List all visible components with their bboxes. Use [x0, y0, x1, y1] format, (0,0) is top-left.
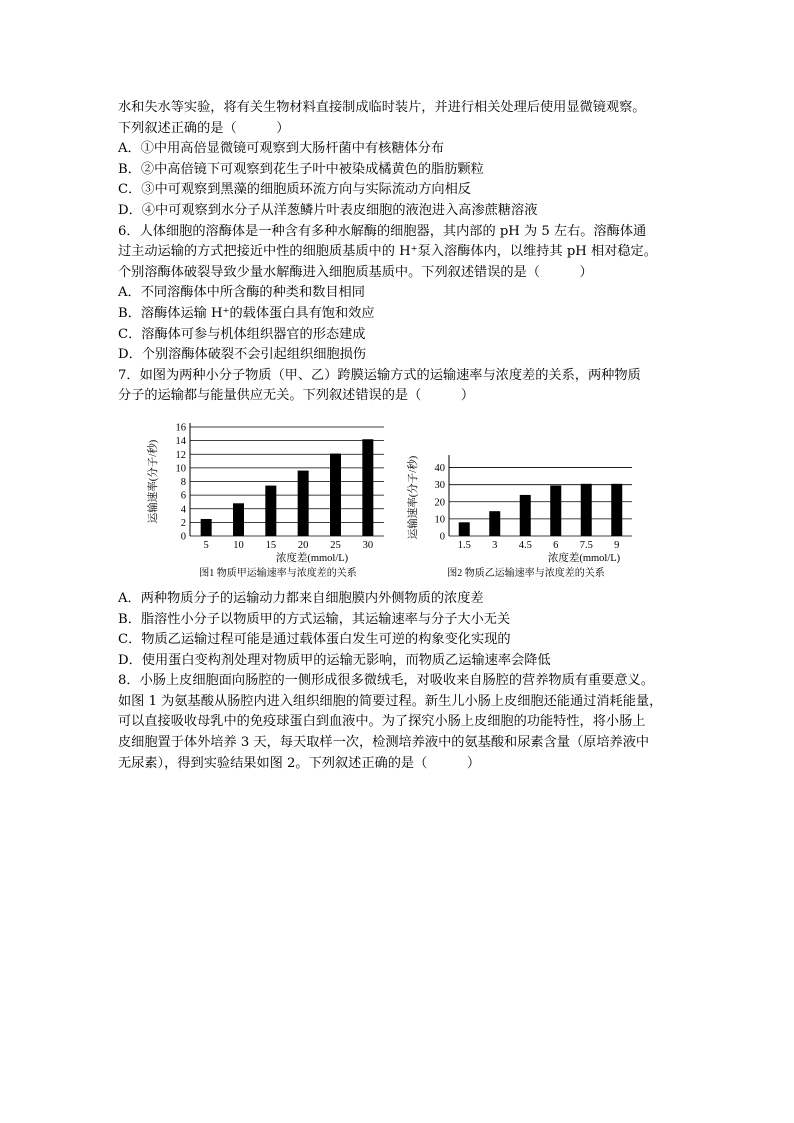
question-7: [118, 366, 683, 672]
bar: [233, 503, 244, 536]
y-tick-label: 10: [434, 514, 445, 526]
option-c[interactable]: C．③中可观察到黑藻的细胞质环流方向与实际流动方向相反: [118, 182, 471, 198]
y-tick-label: 14: [175, 436, 186, 448]
question-5-continued: [118, 98, 683, 222]
y-tick-label: 0: [439, 531, 445, 543]
figure-2-bar-chart: [406, 409, 656, 587]
question-text: 无尿素），得到实验结果如图 2。下列叙述正确的是（ ）: [118, 755, 481, 771]
question-page: [118, 98, 683, 774]
question-text: 皮细胞置于体外培养 3 天，每天取样一次，检测培养液中的氨基酸和尿素含量（原培养液中: [118, 735, 650, 751]
x-tick-label: 30: [362, 539, 374, 551]
bar: [550, 485, 561, 535]
bar: [459, 522, 470, 536]
option-b[interactable]: B．溶酶体运输 H⁺的载体蛋白具有饱和效应: [118, 305, 375, 321]
question-6: [118, 222, 683, 366]
option-a[interactable]: A．不同溶酶体中所含酶的种类和数目相同: [118, 285, 365, 301]
bar: [362, 439, 373, 536]
x-tick-label: 1.5: [457, 539, 471, 551]
figure-caption: 图2 物质乙运输速率与浓度差的关系: [447, 567, 605, 579]
bar: [298, 471, 309, 536]
option-d[interactable]: D．个别溶酶体破裂不会引起组织细胞损伤: [118, 347, 366, 363]
question-text: 7．如图为两种小分子物质（甲、乙）跨膜运输方式的运输速率与浓度差的关系，两种物质: [118, 367, 641, 383]
y-tick-label: 8: [180, 476, 186, 488]
y-tick-label: 10: [175, 463, 186, 475]
question-text: 分子的运输都与能量供应无关。下列叙述错误的是（ ）: [118, 388, 475, 404]
x-tick-label: 9: [614, 539, 620, 551]
figure-1-bar-chart: [118, 409, 408, 587]
y-tick-label: 30: [434, 480, 445, 492]
option-c[interactable]: C．溶酶体可参与机体组织器官的形态建成: [118, 326, 366, 342]
x-tick-label: 6: [553, 539, 559, 551]
question-text: 8．小肠上皮细胞面向肠腔的一侧形成很多微绒毛，对吸收来自肠腔的营养物质有重要意义。: [118, 673, 654, 689]
question-8: [118, 671, 683, 774]
y-tick-label: 16: [175, 422, 186, 434]
x-tick-label: 7.5: [579, 539, 593, 551]
bar: [265, 485, 276, 535]
option-d[interactable]: D．使用蛋白变构剂处理对物质甲的运输无影响，而物质乙运输速率会降低: [118, 652, 551, 668]
y-tick-label: 12: [175, 449, 186, 461]
bar: [489, 511, 500, 536]
figure-caption: 图1 物质甲运输速率与浓度差的关系: [199, 567, 357, 579]
x-tick-label: 15: [265, 539, 277, 551]
x-tick-label: 20: [297, 539, 309, 551]
question-text: 6．人体细胞的溶酶体是一种含有多种水解酶的细胞器，其内部的 pH 为 5 左右。溶酶体通: [118, 223, 647, 239]
bar: [330, 453, 341, 535]
x-axis-label: 浓度差(mmol/L): [547, 552, 621, 564]
option-b[interactable]: B．脂溶性小分子以物质甲的方式运输，其运输速率与分子大小无关: [118, 611, 511, 627]
y-tick-label: 20: [434, 497, 445, 509]
option-b[interactable]: B．②中高倍镜下可观察到花生子叶中被染成橘黄色的脂肪颗粒: [118, 161, 484, 177]
option-a[interactable]: A．两种物质分子的运输动力都来自细胞膜内外侧物质的浓度差: [118, 590, 484, 606]
option-c[interactable]: C．物质乙运输过程可能是通过载体蛋白发生可逆的构象变化实现的: [118, 632, 511, 648]
option-d[interactable]: D．④中可观察到水分子从洋葱鳞片叶表皮细胞的液泡进入高渗蔗糖溶液: [118, 202, 538, 218]
question-text: 过主动运输的方式把接近中性的细胞质基质中的 H⁺泵入溶酶体内，以维持其 pH 相对稳定。: [118, 244, 657, 260]
x-axis-label: 浓度差(mmol/L): [275, 552, 349, 564]
x-tick-label: 25: [330, 539, 341, 551]
bar: [611, 484, 622, 536]
bar: [201, 519, 212, 536]
question-text: 个别溶酶体破裂导致少量水解酶进入细胞质基质中。下列叙述错误的是（ ）: [118, 264, 593, 280]
x-tick-label: 5: [203, 539, 209, 551]
question-text: 如图 1 为氨基酸从肠腔内进入组织细胞的简要过程。新生儿小肠上皮细胞还能通过消耗能量，: [118, 693, 663, 709]
y-axis-label: 运输速率(分子/秒): [408, 455, 419, 540]
y-tick-label: 2: [180, 517, 186, 529]
question-text: 下列叙述正确的是（ ）: [118, 120, 290, 136]
question-text: 可以直接吸收母乳中的免疫球蛋白到血液中。为了探究小肠上皮细胞的功能特性，将小肠上: [118, 714, 646, 730]
bar: [581, 484, 592, 536]
option-a[interactable]: A．①中用高倍显微镜可观察到大肠杆菌中有核糖体分布: [118, 141, 445, 157]
y-tick-label: 0: [180, 531, 186, 543]
question-text: 水和失水等实验，将有关生物材料直接制成临时装片，并进行相关处理后使用显微镜观察。: [118, 100, 646, 115]
figures-row: [118, 409, 683, 587]
x-tick-label: 10: [233, 539, 244, 551]
y-tick-label: 40: [434, 462, 445, 474]
y-axis-label: 运输速率(分子/秒): [148, 439, 159, 524]
bar: [520, 495, 531, 536]
x-tick-label: 4.5: [518, 539, 532, 551]
x-tick-label: 3: [492, 539, 498, 551]
y-tick-label: 6: [180, 490, 186, 502]
y-tick-label: 4: [180, 504, 186, 516]
